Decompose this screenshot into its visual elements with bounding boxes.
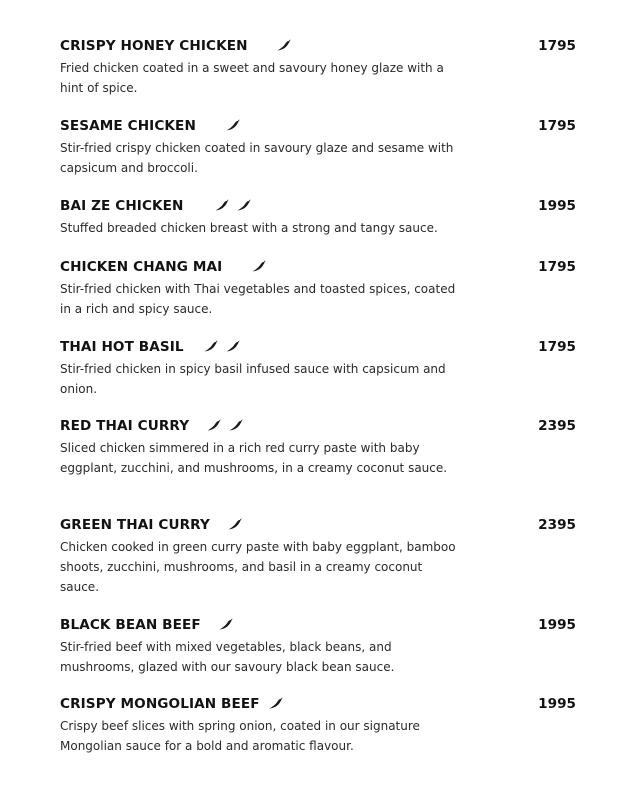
menu-item-red-thai-curry xyxy=(60,416,576,478)
menu-item-header xyxy=(60,615,576,635)
chili-pepper-icon xyxy=(204,340,218,352)
menu-item-black-bean-beef xyxy=(60,615,576,677)
dish-description: Sliced chicken simmered in a rich red curry paste with baby eggplant, zucchini, and mushrooms, in a creamy coconut sauce. xyxy=(60,441,448,475)
menu-item-bai-ze-chicken xyxy=(60,196,576,238)
dish-name: GREEN THAI CURRY xyxy=(60,517,210,533)
spice-level xyxy=(215,196,254,216)
spice-level xyxy=(226,116,243,136)
dish-price: 1795 xyxy=(538,339,576,355)
chili-pepper-icon xyxy=(277,39,291,51)
dish-price: 1795 xyxy=(538,259,576,275)
chili-pepper-icon xyxy=(226,340,240,352)
menu-item-chicken-chang-mai xyxy=(60,257,576,319)
dish-description: Stir-fried crispy chicken coated in savoury glaze and sesame with capsicum and broccoli. xyxy=(60,141,454,175)
menu-item-header xyxy=(60,416,576,436)
dish-name: SESAME CHICKEN xyxy=(60,118,196,134)
dish-price: 2395 xyxy=(538,517,576,533)
dish-name: THAI HOT BASIL xyxy=(60,339,184,355)
chili-pepper-icon xyxy=(207,419,221,431)
dish-price: 1795 xyxy=(538,38,576,54)
dish-description: Crispy beef slices with spring onion, coated in our signature Mongolian sauce for a bold and aromatic flavour. xyxy=(60,719,420,753)
spice-level xyxy=(277,36,294,56)
dish-description: Stir-fried chicken with Thai vegetables and toasted spices, coated in a rich and spicy sauce. xyxy=(60,282,456,316)
dish-price: 1995 xyxy=(538,617,576,633)
dish-description: Fried chicken coated in a sweet and savoury honey glaze with a hint of spice. xyxy=(60,61,444,95)
menu-item-header xyxy=(60,36,576,56)
chili-pepper-icon xyxy=(252,260,266,272)
dish-name: BLACK BEAN BEEF xyxy=(60,617,201,633)
menu-item-header xyxy=(60,196,576,216)
menu-item-header xyxy=(60,694,576,714)
menu-item-header xyxy=(60,116,576,136)
dish-name: CRISPY HONEY CHICKEN xyxy=(60,38,248,54)
chili-pepper-icon xyxy=(215,199,229,211)
dish-description: Stir-fried beef with mixed vegetables, black beans, and mushrooms, glazed with our savoury black bean sauce. xyxy=(60,640,395,674)
dish-price: 1995 xyxy=(538,696,576,712)
menu-item-thai-hot-basil xyxy=(60,337,576,399)
spice-level xyxy=(228,515,245,535)
spice-level xyxy=(269,694,286,714)
dish-description: Stuffed breaded chicken breast with a strong and tangy sauce. xyxy=(60,221,438,235)
dish-name: CRISPY MONGOLIAN BEEF xyxy=(60,696,260,712)
spice-level xyxy=(252,257,269,277)
dish-description: Chicken cooked in green curry paste with baby eggplant, bamboo shoots, zucchini, mushrooms, and basil in a creamy coconut sauce. xyxy=(60,540,456,594)
menu-item-header xyxy=(60,515,576,535)
menu-item-header xyxy=(60,337,576,357)
menu-item-sesame-chicken xyxy=(60,116,576,178)
spice-level xyxy=(219,615,236,635)
chili-pepper-icon xyxy=(237,199,251,211)
dish-description: Stir-fried chicken in spicy basil infused sauce with capsicum and onion. xyxy=(60,362,446,396)
chili-pepper-icon xyxy=(228,518,242,530)
dish-name: BAI ZE CHICKEN xyxy=(60,198,184,214)
chili-pepper-icon xyxy=(226,119,240,131)
dish-price: 1795 xyxy=(538,118,576,134)
spice-level xyxy=(207,416,246,436)
menu-item-crispy-honey-chicken xyxy=(60,36,576,98)
dish-price: 1995 xyxy=(538,198,576,214)
menu-item-green-thai-curry xyxy=(60,515,576,597)
spice-level xyxy=(204,337,243,357)
menu-item-crispy-mongolian-beef xyxy=(60,694,576,756)
menu-item-header xyxy=(60,257,576,277)
chili-pepper-icon xyxy=(229,419,243,431)
chili-pepper-icon xyxy=(219,618,233,630)
dish-name: CHICKEN CHANG MAI xyxy=(60,259,223,275)
dish-price: 2395 xyxy=(538,418,576,434)
dish-name: RED THAI CURRY xyxy=(60,418,190,434)
chili-pepper-icon xyxy=(269,697,283,709)
